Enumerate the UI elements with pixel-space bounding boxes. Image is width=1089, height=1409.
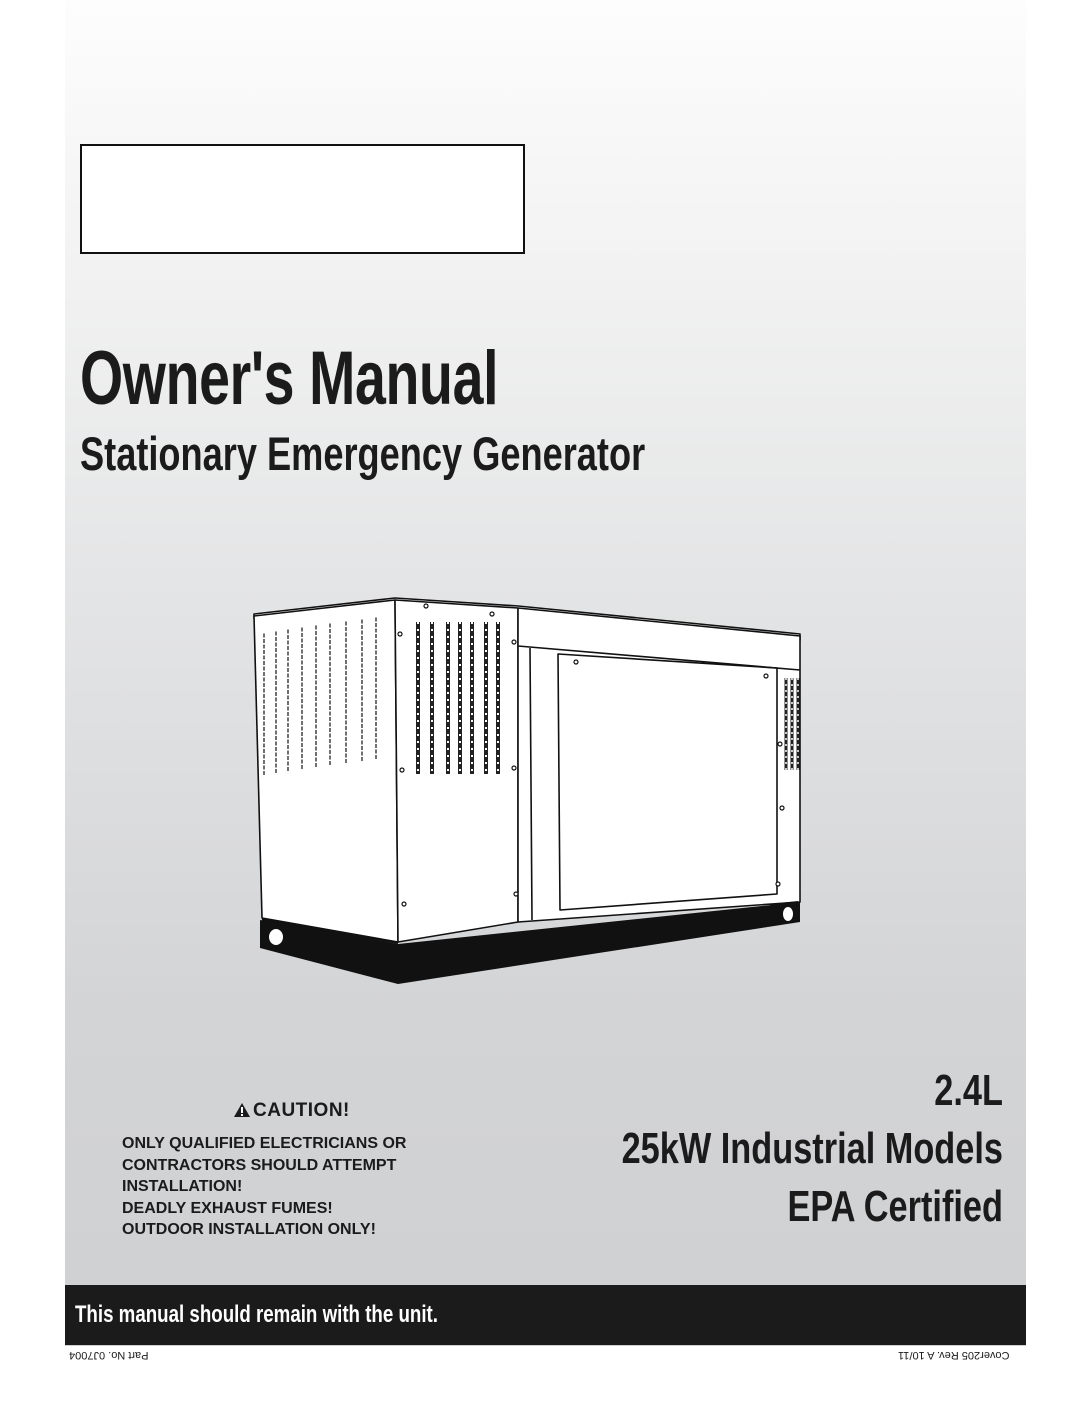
certification: EPA Certified <box>787 1182 1003 1231</box>
cover-revision: Cover205 Rev. A 10/11 <box>898 1349 1010 1361</box>
caution-heading: CAUTION! <box>253 1100 350 1121</box>
caution-lines <box>122 1133 406 1241</box>
manual-title: Owner's Manual <box>80 336 499 421</box>
part-number: Part No. 0J7004 <box>69 1349 149 1361</box>
model-info <box>514 1062 1003 1236</box>
footer-bar <box>65 1285 1026 1345</box>
caution-line: CONTRACTORS SHOULD ATTEMPT <box>122 1156 397 1174</box>
model-rating: 25kW Industrial Models <box>621 1124 1003 1173</box>
caution-line: ONLY QUALIFIED ELECTRICIANS OR <box>122 1135 407 1152</box>
generator-enclosure-illustration <box>250 592 810 984</box>
manual-subtitle: Stationary Emergency Generator <box>80 427 646 480</box>
caution-line: OUTDOOR INSTALLATION ONLY! <box>122 1221 376 1238</box>
engine-size: 2.4L <box>934 1066 1003 1115</box>
caution-line: DEADLY EXHAUST FUMES! <box>122 1199 333 1217</box>
caution-line: INSTALLATION! <box>122 1178 243 1195</box>
warning-triangle-icon <box>233 1102 251 1118</box>
footer-notice: This manual should remain with the unit. <box>75 1301 438 1328</box>
label-box <box>80 144 525 254</box>
